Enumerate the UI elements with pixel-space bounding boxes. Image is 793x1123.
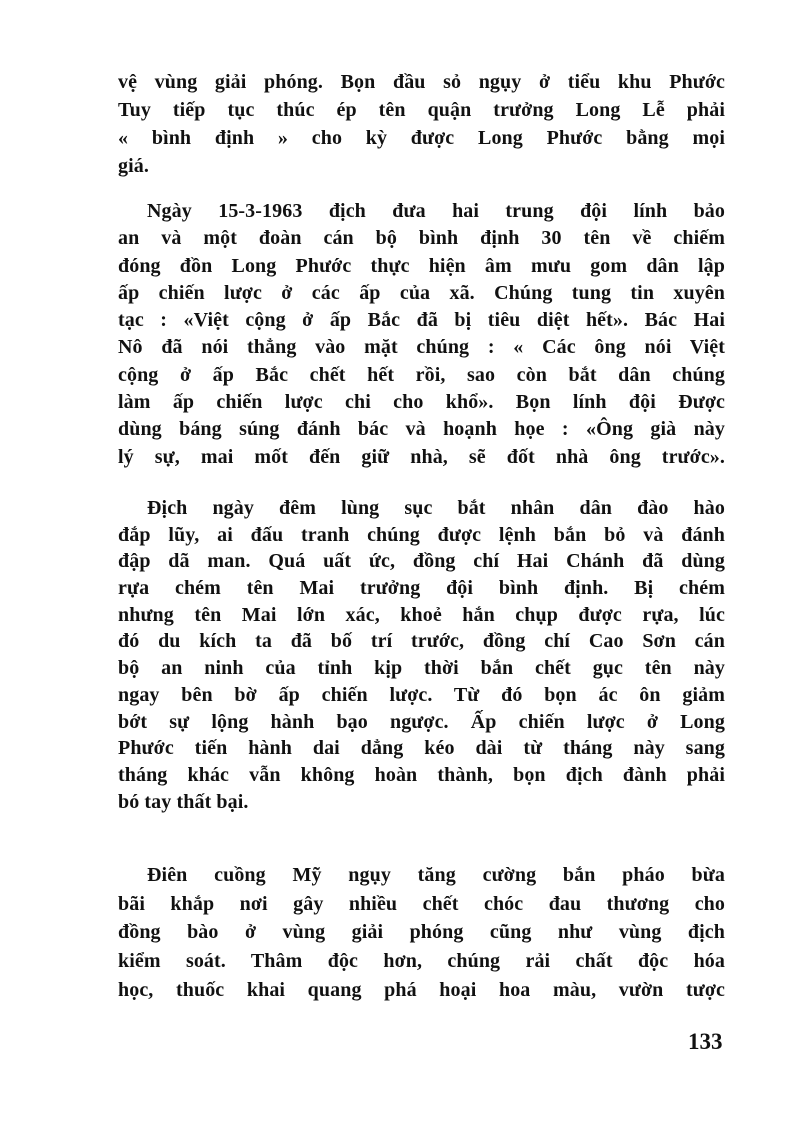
text-line: đó du kích ta đã bố trí trước, đồng chí Cao Sơn cán — [118, 630, 725, 653]
text-line: bó tay thất bại. — [118, 790, 249, 813]
paragraph-1 — [118, 68, 725, 180]
text-line: bớt sự lộng hành bạo ngược. Ấp chiến lược ở Long — [118, 710, 725, 733]
paragraph-4 — [118, 861, 725, 1004]
text-line: Điên cuồng Mỹ ngụy tăng cường bắn pháo bừa — [147, 864, 725, 886]
text-line: vệ vùng giải phóng. Bọn đầu sỏ ngụy ở tiểu khu Phước — [118, 71, 725, 93]
text-line: cộng ở ấp Bắc chết hết rồi, sao còn bắt dân chúng — [118, 363, 725, 386]
text-line: ấp chiến lược ở các ấp của xã. Chúng tung tin xuyên — [118, 281, 725, 304]
paragraph-2 — [118, 198, 725, 471]
page-number: 133 — [688, 1029, 723, 1054]
text-line: đóng đồn Long Phước thực hiện âm mưu gom dân lập — [118, 254, 725, 277]
text-line: tháng khác vẫn không hoàn thành, bọn địch đành phải — [118, 763, 725, 786]
text-line: « bình định » cho kỳ được Long Phước bằng mọi — [118, 127, 725, 149]
text-line: dùng báng súng đánh bác và hoạnh họe : «Ông già này — [118, 418, 725, 441]
text-line: Ngày 15-3-1963 địch đưa hai trung đội lính bảo — [147, 200, 725, 222]
text-line: giá. — [118, 155, 149, 177]
paragraph-3 — [118, 495, 725, 815]
text-line: Tuy tiếp tục thúc ép tên quận trưởng Long Lễ phải — [118, 99, 725, 121]
text-line: đắp lũy, ai đấu tranh chúng được lệnh bắn bỏ và đánh — [118, 523, 725, 546]
text-line: bộ an ninh của tỉnh kịp thời bắn chết gục tên này — [118, 657, 725, 680]
text-line: lý sự, mai mốt đến giữ nhà, sẽ đốt nhà ông trước». — [118, 445, 725, 468]
text-line: kiểm soát. Thâm độc hơn, chúng rải chất độc hóa — [118, 950, 725, 973]
text-line: tạc : «Việt cộng ở ấp Bắc đã bị tiêu diệt hết». Bác Hai — [118, 309, 725, 332]
text-line: đồng bào ở vùng giải phóng cũng như vùng địch — [118, 921, 725, 944]
text-line: đập dã man. Quá uất ức, đồng chí Hai Chánh đã dùng — [118, 550, 725, 573]
text-line: ngay bên bờ ấp chiến lược. Từ đó bọn ác ôn giảm — [118, 683, 725, 706]
text-line: Địch ngày đêm lùng sục bắt nhân dân đào hào — [147, 497, 725, 519]
text-line: làm ấp chiến lược chi cho khổ». Bọn lính đội Được — [118, 391, 725, 414]
text-line: an và một đoàn cán bộ bình định 30 tên về chiếm — [118, 227, 725, 250]
text-line: Nô đã nói thẳng vào mặt chúng : « Các ông nói Việt — [118, 336, 725, 359]
text-line: học, thuốc khai quang phá hoại hoa màu, vườn tược — [118, 978, 725, 1001]
text-line: rựa chém tên Mai trưởng đội bình định. Bị chém — [118, 577, 725, 600]
text-line: Phước tiến hành dai dẳng kéo dài từ tháng này sang — [118, 737, 725, 760]
text-line: nhưng tên Mai lớn xác, khoẻ hắn chụp được rựa, lúc — [118, 603, 725, 626]
text-line: bãi khắp nơi gây nhiều chết chóc đau thương cho — [118, 892, 725, 915]
